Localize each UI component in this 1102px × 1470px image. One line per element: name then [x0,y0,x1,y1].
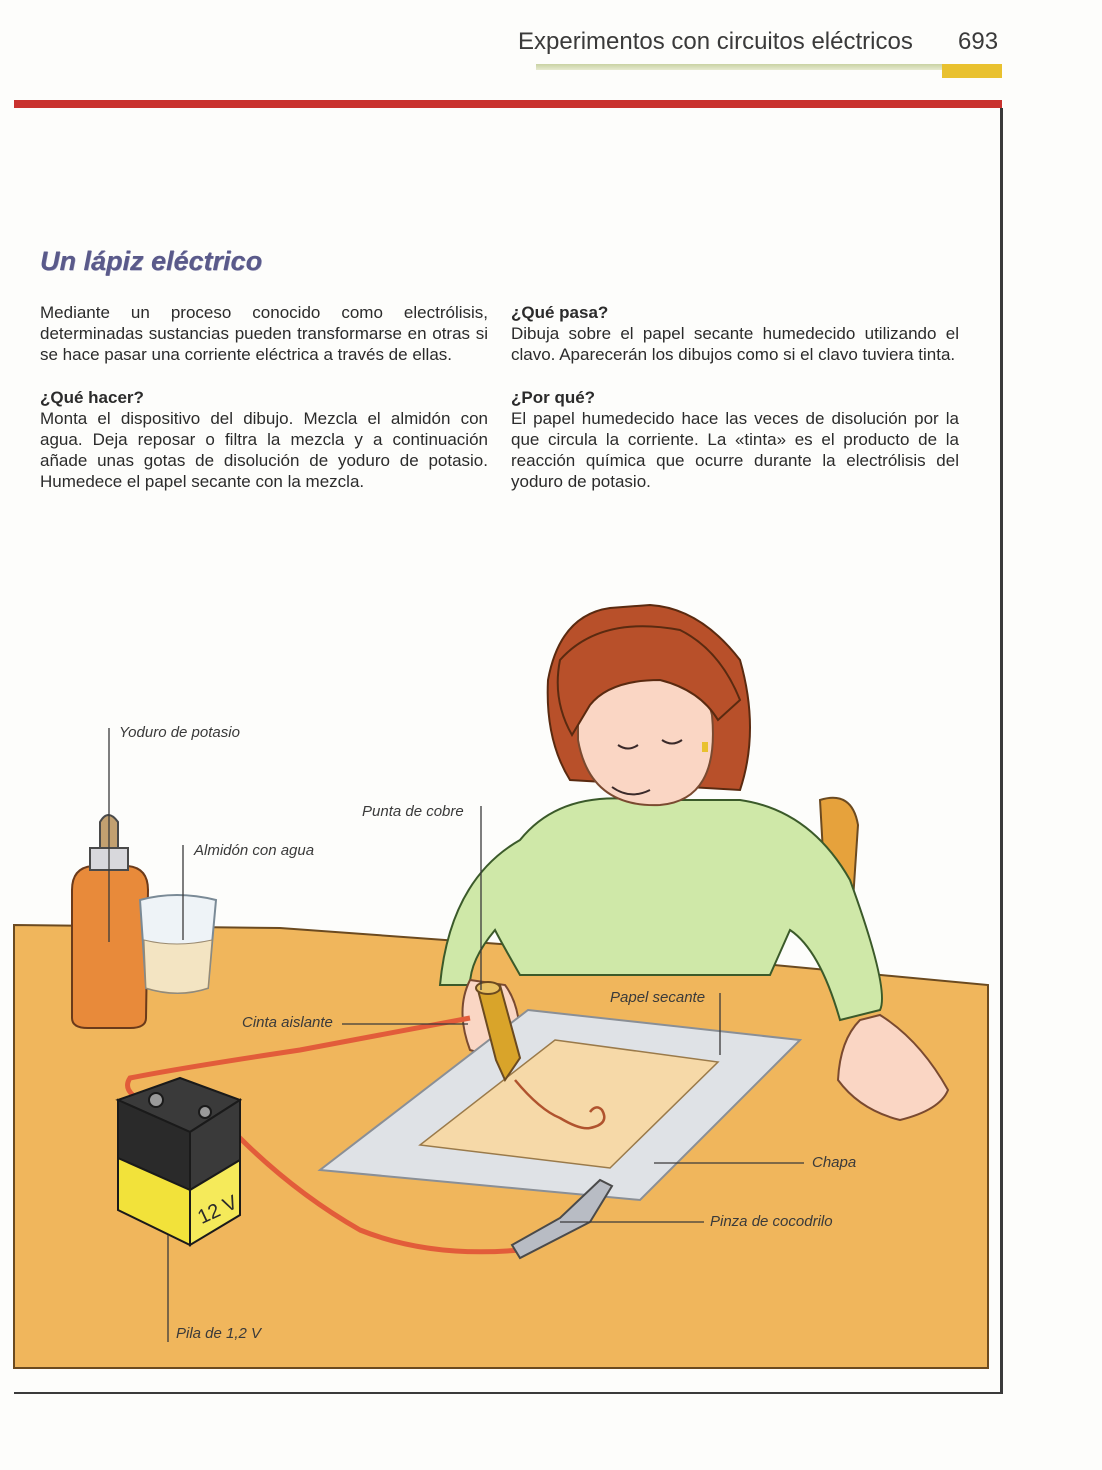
dropper-bottle [72,815,148,1028]
article-title: Un lápiz eléctrico [40,246,263,276]
label-pila: Pila de 1,2 V [176,1325,262,1342]
label-pinza: Pinza de cocodrilo [710,1213,833,1230]
intro-paragraph: Mediante un proceso conocido como electrólisis, determinadas sustancias pueden transformarse en otras si se hace pasar una corriente eléctrica a través de ellas. [40,303,488,364]
section-heading: ¿Por qué? [511,388,596,407]
header-rule [536,64,942,70]
frame-border-bottom [14,1392,1003,1394]
label-almidon: Almidón con agua [194,842,315,859]
section-body: Monta el dispositivo del dibujo. Mezcla el almidón con agua. Deja reposar o filtra la mezcla y a continuación añade unas gotas de disolución de yoduro de potasio. Humedece el papel secante con la mezcla. [40,409,488,491]
section-body: Dibuja sobre el papel secante humedecido utilizando el clavo. Aparecerán los dibujos como si el clavo tuviera tinta. [511,324,959,364]
section-body: El papel humedecido hace las veces de disolución por la que circula la corriente. La «tinta» es el producto de la reacción química que ocurre durante la electrólisis del yoduro de potasio. [511,409,959,491]
page-header-title: Experimentos con circuitos eléctricos [518,28,913,55]
label-cinta: Cinta aislante [242,1014,333,1031]
battery [118,1078,242,1245]
battery-text: 12 V [194,1191,242,1229]
experiment-illustration [0,600,1002,1390]
label-chapa: Chapa [812,1154,857,1171]
page-number: 693 [958,28,999,55]
section-divider [14,100,1002,108]
label-punta: Punta de cobre [362,803,464,820]
label-yoduro: Yoduro de potasio [119,724,240,741]
section-heading: ¿Qué hacer? [40,388,144,407]
left-column [40,302,488,492]
right-column [511,302,959,492]
header-accent [942,64,1002,78]
label-papel: Papel secante [610,989,706,1006]
glass-of-starch [140,895,216,993]
section-heading: ¿Qué pasa? [511,303,609,322]
